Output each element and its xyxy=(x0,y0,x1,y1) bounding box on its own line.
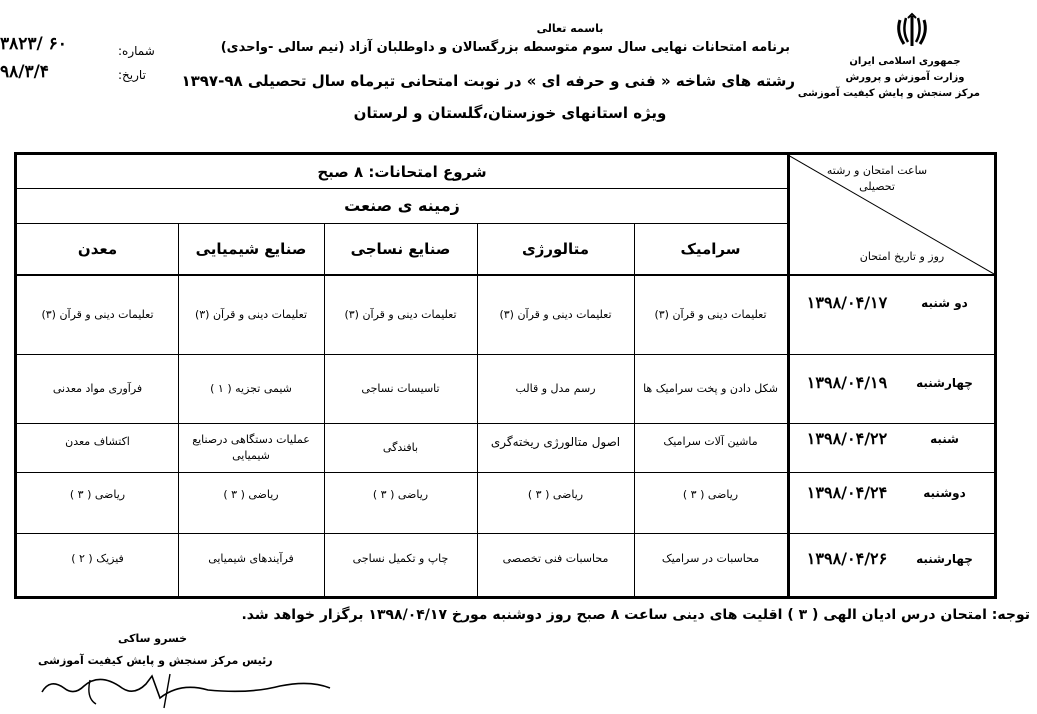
row-day: دوشنبه xyxy=(923,486,966,500)
table-cell: تعلیمات دینی و قرآن (۳) xyxy=(654,307,767,321)
table-cell: ماشین آلات سرامیک xyxy=(663,435,758,448)
table-cell: اصول متالورژی ریخته‌گری xyxy=(490,435,621,449)
table-cell: بافندگی xyxy=(382,441,419,454)
exam-schedule-table xyxy=(14,152,997,599)
col-header-textile: صنایع نساجی xyxy=(350,240,451,258)
row-day: دو شنبه xyxy=(921,296,968,310)
table-cell: اکتشاف معدن xyxy=(65,435,130,448)
table-cell: تعلیمات دینی و قرآن (۳) xyxy=(499,307,612,321)
table-cell: فرآوری مواد معدنی xyxy=(52,382,143,395)
table-cell: محاسبات فنی تخصصی xyxy=(502,552,609,565)
number-value: ۳۸۲۳/ ۶۰ xyxy=(0,34,67,54)
date-label: تاریخ: xyxy=(118,68,146,82)
table-cell: محاسبات در سرامیک xyxy=(661,552,760,565)
header-line1: برنامه امتحانات نهایی سال سوم متوسطه بزرگسالان و داوطلبان آزاد (نیم سالی -واحدی) xyxy=(220,40,790,55)
row-date: ۱۳۹۸/۰۴/۲۴ xyxy=(806,483,888,502)
salutation: باسمه تعالی xyxy=(536,22,604,35)
table-cell: فرآیندهای شیمیایی xyxy=(208,552,294,565)
table-cell: ریاضی ( ۳ ) xyxy=(372,488,429,501)
table-cell: ریاضی ( ۳ ) xyxy=(527,488,584,501)
header-line2: رشته های شاخه « فنی و حرفه ای » در نوبت امتحانی تیرماه سال تحصیلی ۹۸-۱۳۹۷ xyxy=(181,72,795,90)
table-cell: تاسیسات نساجی xyxy=(361,382,440,395)
signer-name: خسرو ساکی xyxy=(118,632,188,645)
table-cell: تعلیمات دینی و قرآن (۳) xyxy=(41,307,154,321)
iran-emblem-icon xyxy=(892,12,932,52)
row-date: ۱۳۹۸/۰۴/۲۶ xyxy=(806,549,888,568)
row-date: ۱۳۹۸/۰۴/۲۲ xyxy=(806,429,888,448)
footnote: توجه: امتحان درس ادیان الهی ( ۳ ) اقلیت های دینی ساعت ۸ صبح روز دوشنبه مورخ ۱۳۹۸/۰۴/۱۷ برگزار خواهد شد. xyxy=(241,607,1030,623)
number-label: شماره: xyxy=(118,44,155,58)
table-cell: ریاضی ( ۳ ) xyxy=(69,488,126,501)
table-cell: تعلیمات دینی و قرآن (۳) xyxy=(344,307,457,321)
org-line2: وزارت آموزش و پرورش xyxy=(845,72,965,83)
row-day: چهارشنبه xyxy=(916,552,973,566)
signer-title: رئیس مرکز سنجش و پایش کیفیت آموزشی xyxy=(38,654,273,667)
table-cell: تعلیمات دینی و قرآن (۳) xyxy=(194,307,308,321)
date-value: ۹۸/۳/۴ xyxy=(0,62,49,82)
col-header-mining: معدن xyxy=(77,240,118,258)
table-cell: عملیات دستگاهی درصنایع شیمیایی xyxy=(192,433,310,462)
row-day: چهارشنبه xyxy=(916,376,973,390)
col-header-metallurgy: متالورژی xyxy=(521,240,590,258)
field-title: زمینه ی صنعت xyxy=(344,196,460,215)
table-cell: شیمی تجزیه ( ۱ ) xyxy=(210,382,292,395)
col-header-chemical: صنایع شیمیایی xyxy=(195,240,307,258)
corner-bottom: روز و تاریخ امتحان xyxy=(859,250,945,263)
table-cell: شکل دادن و پخت سرامیک ها xyxy=(643,382,778,395)
table-cell: چاپ و تکمیل نساجی xyxy=(352,552,449,565)
header-line3: ویژه استانهای خوزستان،گلستان و لرستان xyxy=(353,104,667,122)
col-header-ceramic: سرامیک xyxy=(680,240,741,258)
handwritten-signature xyxy=(30,664,340,712)
row-date: ۱۳۹۸/۰۴/۱۷ xyxy=(806,293,888,312)
row-day: شنبه xyxy=(930,432,959,446)
org-line3: مرکز سنجش و پایش کیفیت آموزشی xyxy=(797,88,980,99)
corner-top: ساعت امتحان و رشته تحصیلی xyxy=(826,164,928,193)
table-cell: ریاضی ( ۳ ) xyxy=(223,488,279,501)
start-time: شروع امتحانات: ۸ صبح xyxy=(317,162,487,181)
table-cell: رسم مدل و قالب xyxy=(515,382,596,395)
org-line1: جمهوری اسلامی ایران xyxy=(849,56,961,67)
table-cell: ریاضی ( ۳ ) xyxy=(682,488,739,501)
row-date: ۱۳۹۸/۰۴/۱۹ xyxy=(806,373,888,392)
table-cell: فیزیک ( ۲ ) xyxy=(71,552,124,565)
